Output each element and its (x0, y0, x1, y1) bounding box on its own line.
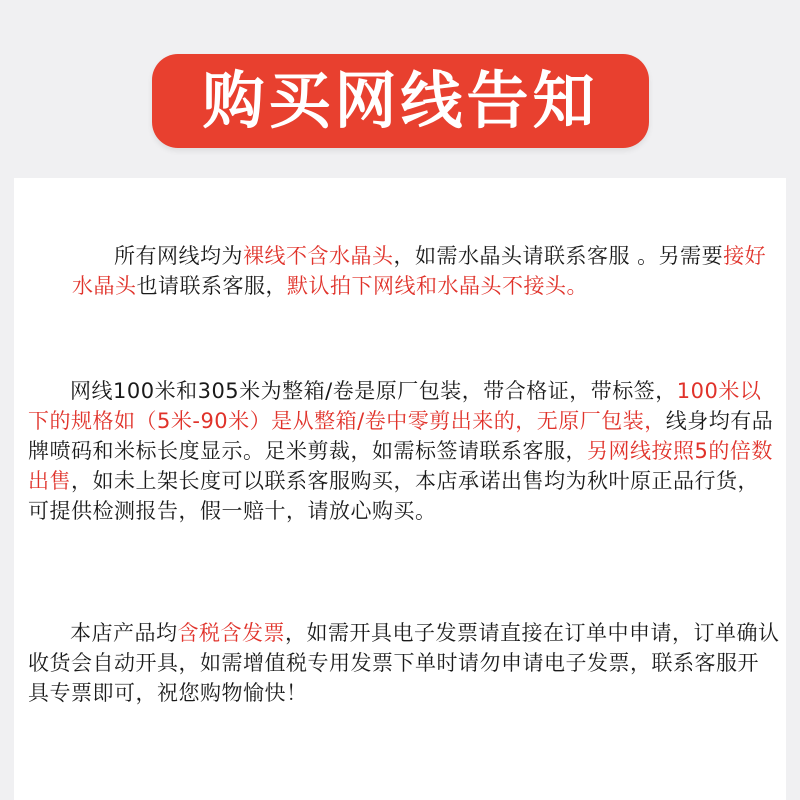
body-text: 本店产品均 (70, 621, 178, 645)
highlight-text: 另网线按照5的倍数出售 (28, 439, 773, 493)
body-text: 线身均有品牌喷码和米标长度显示。足米剪裁，如需标签请联系客服， (28, 409, 774, 463)
highlight-text: 默认拍下网线和水晶头不接头。 (287, 274, 588, 298)
page-title: 购买网线告知 (202, 64, 599, 137)
highlight-text: 100米以下的规格如（5米-90米）是从整箱/卷中零剪出来的，无原厂包装， (28, 379, 762, 433)
body-text: 所有网线均为 (114, 244, 243, 268)
highlight-text: 接好水晶头 (72, 244, 767, 298)
body-text: ，如需水晶头请联系客服 。另需要 (393, 244, 724, 268)
body-text: 也请联系客服， (136, 274, 287, 298)
notice-paragraph-cable-packaging (28, 376, 780, 526)
highlight-text: 裸线不含水晶头 (243, 244, 394, 268)
body-text: 网线100米和305米为整箱/卷是原厂包装，带合格证，带标签， (70, 379, 677, 403)
body-text: ，如未上架长度可以联系客服购买，本店承诺出售均为秋叶原正品行货，可提供检测报告，假一赔十，请放心购买。 (28, 469, 759, 523)
notice-paragraph-crystal-head (72, 241, 778, 301)
body-text: ，如需开具电子发票请直接在订单中申请，订单确认收货会自动开具，如需增值税专用发票下单时请勿申请电子发票，联系客服开具专票即可，祝您购物愉快！ (28, 621, 780, 705)
notice-card (14, 178, 786, 800)
title-banner (152, 54, 649, 148)
highlight-text: 含税含发票 (177, 621, 285, 645)
notice-paragraph-invoice (28, 618, 780, 708)
